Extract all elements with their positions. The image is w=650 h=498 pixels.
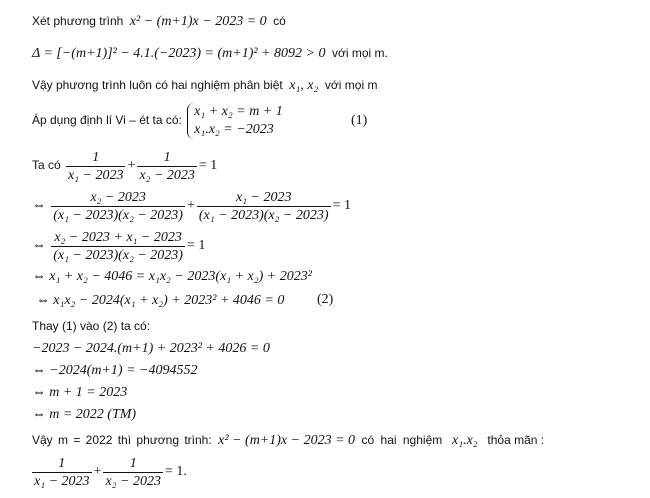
line-vieta	[32, 102, 283, 139]
equation: −2024(m+1) = −4094552	[49, 363, 198, 378]
text: có	[273, 14, 286, 28]
line-step	[32, 340, 270, 357]
text: thỏa mãn :	[487, 433, 545, 447]
line-given-condition	[32, 146, 217, 185]
text: Xét phương trình	[32, 14, 124, 28]
fraction	[137, 149, 197, 184]
equation: Δ = [−(m+1)]² − 4.1.(−2023) = (m+1)² + 8092 > 0	[32, 46, 326, 61]
denominator: x₂ − 2023	[105, 473, 161, 489]
equivalence-symbol: ⇔	[32, 385, 46, 400]
line-final-condition	[30, 452, 187, 491]
text: có hai nghiệm	[361, 433, 443, 447]
fraction	[32, 455, 92, 490]
rhs: = 1	[198, 158, 218, 173]
equivalence-symbol: ⇔	[32, 407, 46, 422]
equation: m = 2022 (TM)	[49, 407, 137, 422]
equation: x² − (m+1)x − 2023 = 0	[129, 14, 267, 29]
line-discriminant	[32, 45, 388, 62]
text: Áp dụng định lí Vi – ét ta có:	[32, 113, 182, 127]
numerator: 1	[103, 455, 163, 473]
line-equation-intro	[32, 13, 286, 30]
line-two-roots	[32, 77, 377, 94]
text: Thay (1) vào (2) ta có:	[32, 319, 151, 333]
equivalence-symbol: ⇔	[32, 363, 46, 378]
equation: x₁x₂ − 2024(x₁ + x₂) + 2023² + 4046 = 0	[53, 293, 285, 308]
equivalence-symbol: ⇔	[36, 293, 50, 308]
line-step	[32, 384, 127, 401]
operator: +	[186, 198, 195, 213]
equation: m + 1 = 2023	[49, 385, 128, 400]
equation: x₁ + x₂ − 4046 = x₁x₂ − 2023(x₁ + x₂) + 2023²	[49, 269, 312, 284]
system-row-product: x₁.x₂ = −2023	[194, 122, 274, 138]
numerator: 1	[32, 455, 92, 473]
equivalence-symbol: ⇔	[32, 238, 46, 253]
text: Ta có	[32, 158, 61, 172]
equation: −2023 − 2024.(m+1) + 2023² + 4026 = 0	[32, 341, 270, 356]
text: Vậy m = 2022 thì phương trình:	[32, 433, 212, 447]
operator: +	[127, 158, 136, 173]
numerator: x₁ − 2023	[197, 189, 331, 207]
system-row-sum: x₁ + x₂ = m + 1	[194, 104, 283, 120]
fraction	[51, 229, 185, 264]
text: với mọi m	[324, 78, 378, 92]
equation: x² − (m+1)x − 2023 = 0	[218, 433, 356, 448]
roots: x₁.x₂	[452, 433, 478, 448]
rhs: = 1	[186, 238, 206, 253]
rhs: = 1	[332, 198, 351, 213]
equivalence-symbol: ⇔	[32, 198, 46, 213]
line-combined-fraction	[32, 226, 205, 265]
line-substitute	[32, 318, 150, 334]
denominator: x₂ − 2023	[139, 167, 195, 183]
fraction	[51, 189, 185, 224]
numerator: 1	[66, 149, 126, 167]
denominator: (x₁ − 2023)(x₂ − 2023)	[53, 247, 183, 263]
denominator: (x₁ − 2023)(x₂ − 2023)	[53, 207, 183, 223]
equation-tag-1: (1)	[351, 113, 368, 128]
line-step	[32, 362, 197, 379]
fraction	[103, 455, 163, 490]
line-step	[32, 268, 312, 285]
fraction	[197, 189, 331, 224]
operator: +	[93, 464, 102, 479]
numerator: x₂ − 2023	[51, 189, 185, 207]
line-common-denominator	[32, 186, 351, 225]
denominator: (x₁ − 2023)(x₂ − 2023)	[198, 207, 329, 223]
roots: x₁, x₂	[289, 78, 319, 93]
line-step	[36, 292, 284, 309]
line-result	[32, 406, 136, 423]
numerator: x₂ − 2023 + x₁ − 2023	[51, 229, 185, 247]
text: với mọi m.	[331, 46, 388, 60]
denominator: x₁ − 2023	[34, 473, 90, 489]
vieta-system	[187, 103, 283, 139]
text: Vậy phương trình luôn có hai nghiệm phân biệt	[32, 78, 283, 92]
equivalence-symbol: ⇔	[32, 269, 46, 284]
numerator: 1	[137, 149, 197, 167]
rhs: = 1.	[164, 464, 187, 479]
denominator: x₁ − 2023	[67, 167, 124, 183]
fraction	[66, 149, 126, 184]
equation-tag-2: (2)	[317, 292, 334, 307]
line-conclusion	[32, 432, 544, 449]
